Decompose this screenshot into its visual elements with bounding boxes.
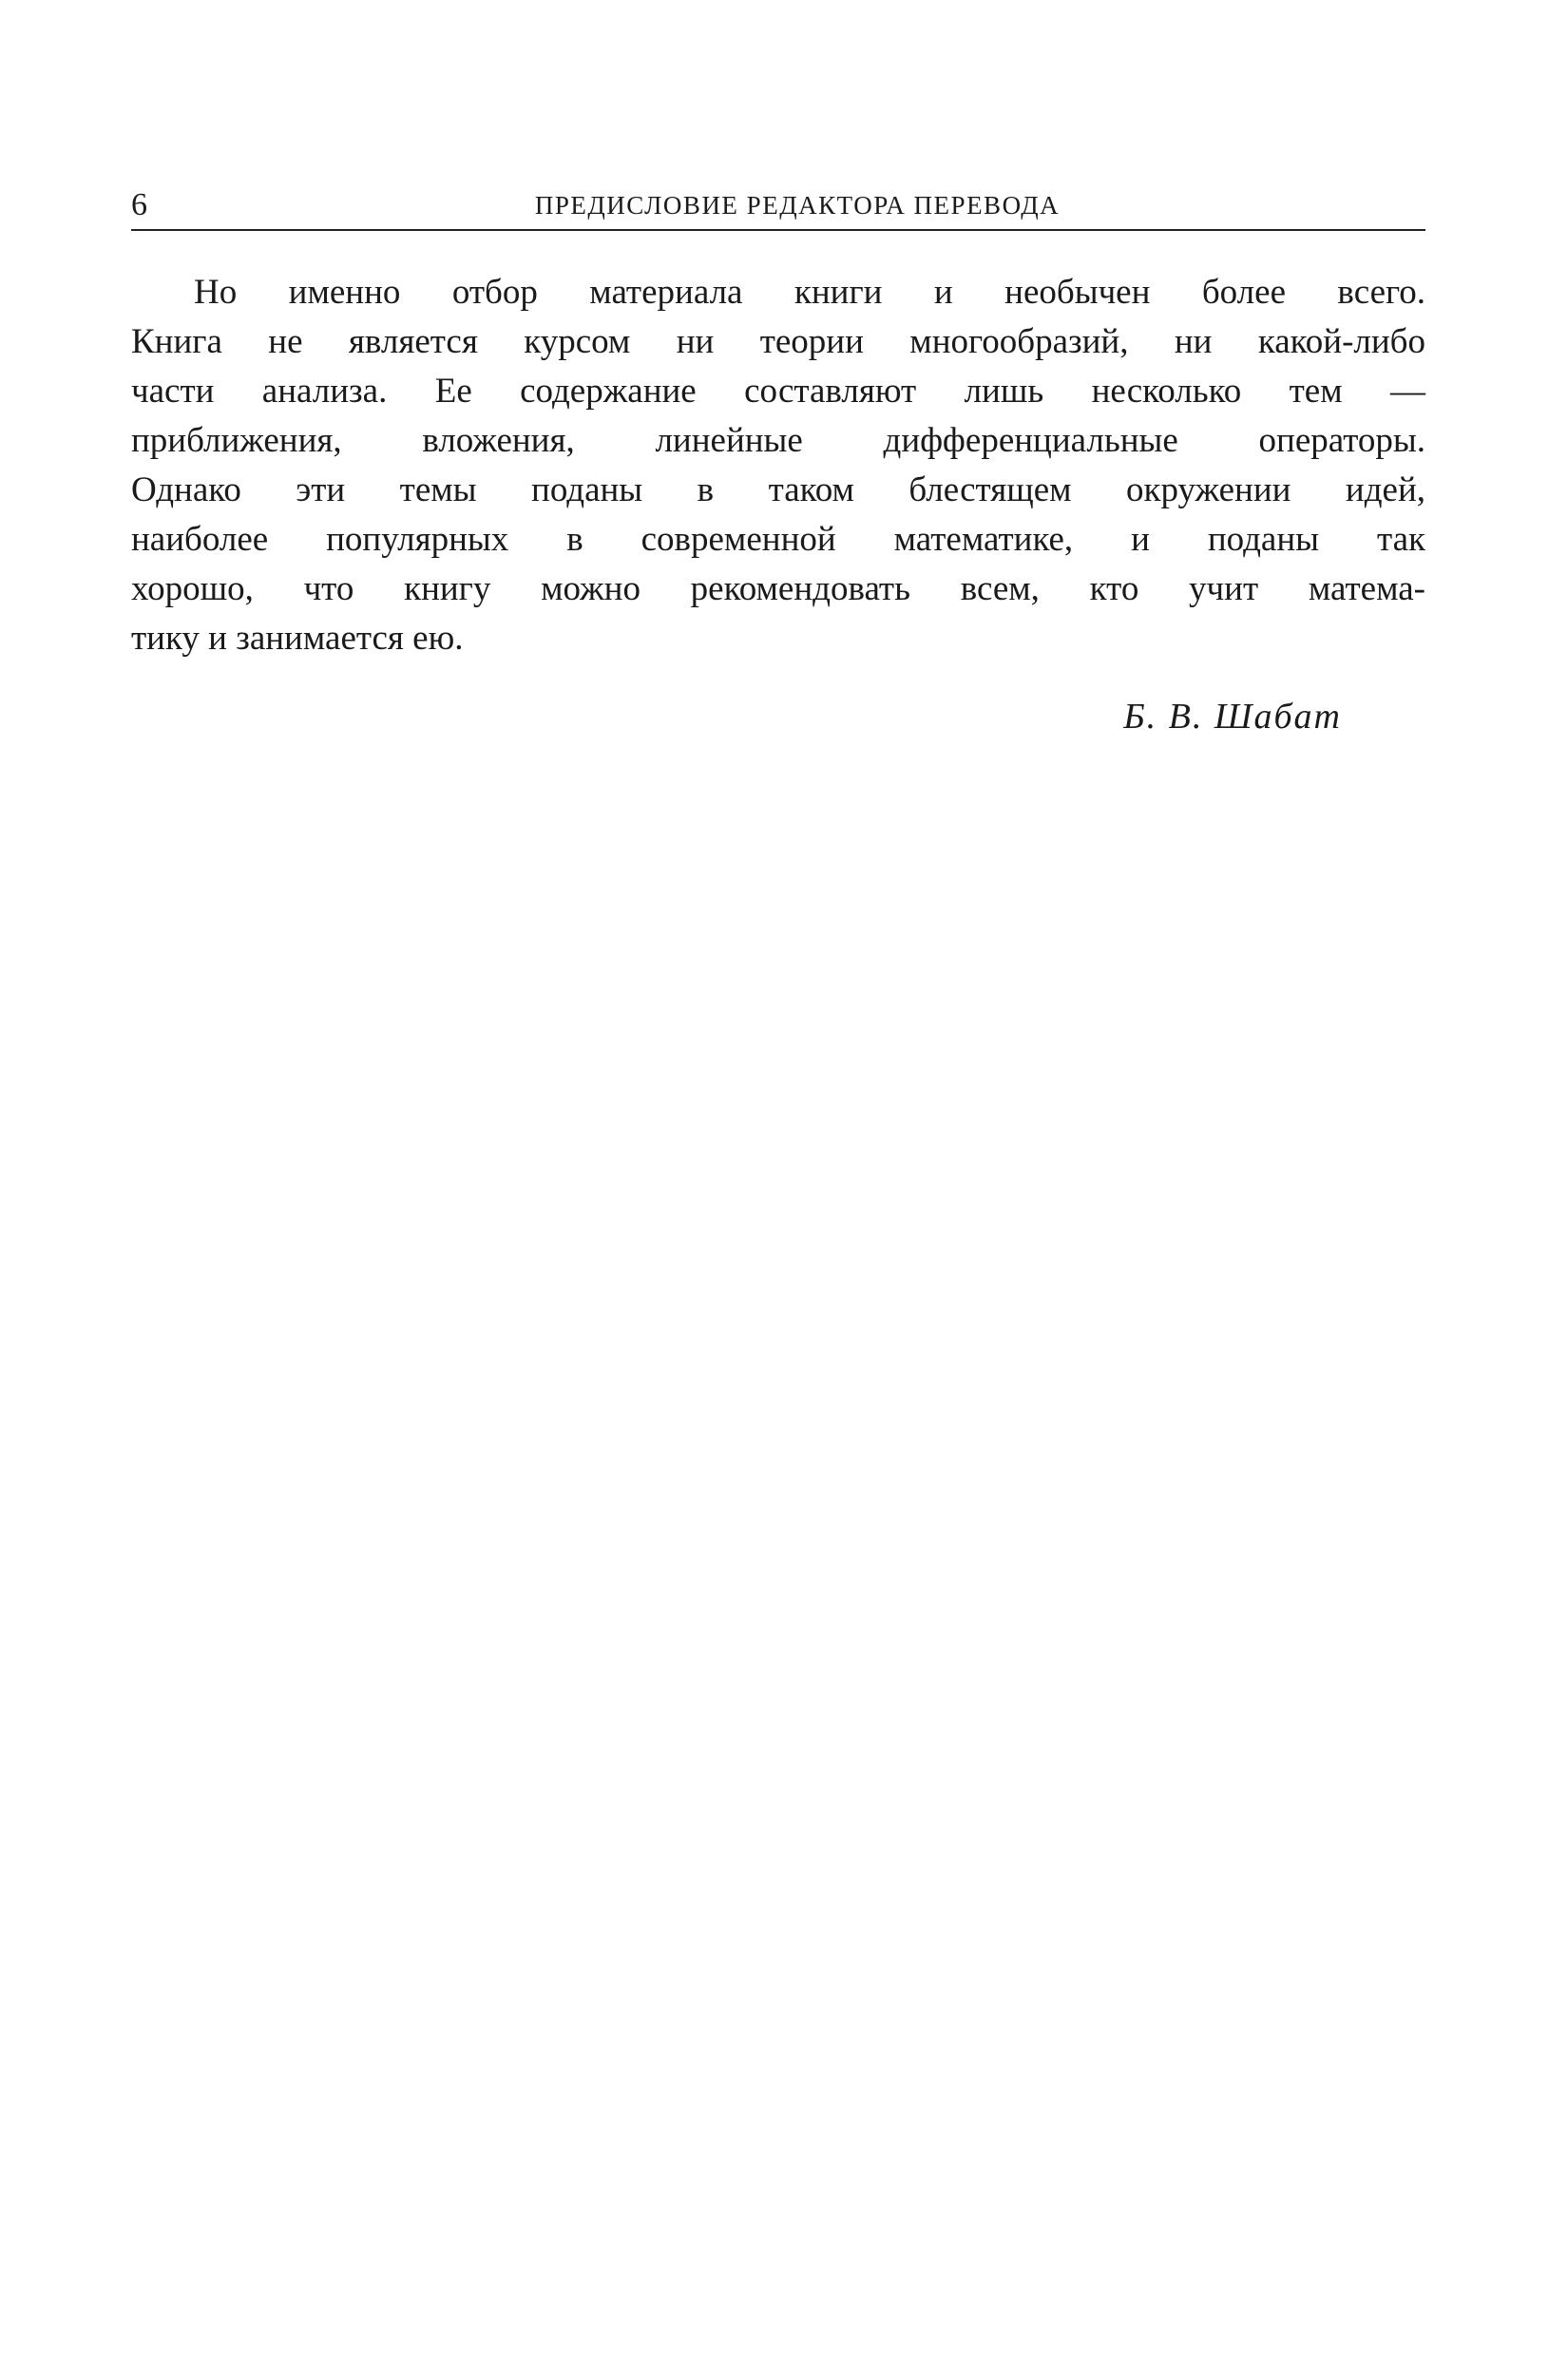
running-head [131, 179, 1425, 226]
body-line: наиболее популярных в современной математике, и поданы так [131, 520, 1425, 559]
body-line: Но именно отбор материала книги и необычен более всего. [194, 273, 1425, 312]
body-line: приближения, вложения, линейные дифференциальные операторы. [131, 421, 1425, 460]
body-line: части анализа. Ее содержание составляют лишь несколько тем — [131, 372, 1425, 411]
body-paragraph [131, 268, 1425, 663]
author-signature: Б. В. Шабат [1123, 697, 1342, 737]
page-number: 6 [131, 187, 147, 222]
running-title: ПРЕДИСЛОВИЕ РЕДАКТОРА ПЕРЕВОДА [534, 191, 1061, 220]
body-line: хорошо, что книгу можно рекомендовать всем, кто учит матема- [131, 569, 1425, 608]
header-rule [131, 229, 1425, 231]
body-line: Однако эти темы поданы в таком блестящем окружении идей, [131, 470, 1425, 509]
body-line: Книга не является курсом ни теории многообразий, ни какой-либо [131, 322, 1425, 361]
body-line: тику и занимается ею. [131, 619, 464, 658]
